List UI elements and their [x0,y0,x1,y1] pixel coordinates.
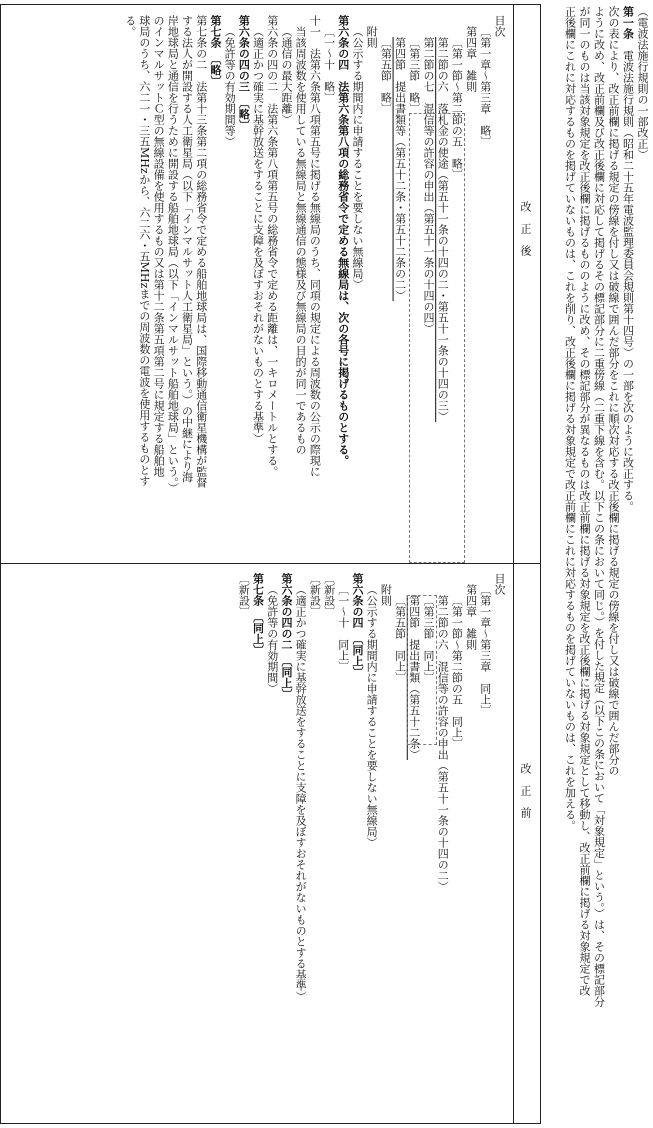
intro-line-2: 次の表により、改正前欄に掲げる規定の傍線を付し又は破線で囲んだ部分をこれに順次対応する改正後欄に掲げる規定の傍線を付し又は破線で囲んだ部分の [607,6,620,776]
after-line: 第四章 雑則 [464,26,478,92]
header-after-label: 改 正 後 [519,201,532,256]
intro-line-1: 電波法施行規則（昭和二十五年電波監理委員会規則第十四号）の一部を次のように改正する。 [621,50,635,512]
after-line: （免許等の有効期間等） [223,26,237,147]
before-line: 第七条 〔同上〕 [251,573,265,656]
after-line: 〔第一章～第三章 略〕 [478,26,492,147]
after-line: 第六条の四の三 〔略〕 [237,15,251,131]
before-line: 〔新設〕 [308,573,322,617]
after-line: 第六条の四 法第六条第八項の総務省令で定める無線局は、次の各号に掲げるものとする。 [336,15,350,466]
after-line: 当該周波数を使用している無線局と無線通信の態様及び無線局の目的が同一であるもの [294,26,308,455]
before-line: （免許等の有効期間） [265,584,279,694]
before-line: 〔新設〕 [322,573,336,617]
before-line: 〔第三節 同上〕 [421,595,435,683]
before-line: （公示する期間内に申請することを要しない無線局） [365,584,379,848]
after-line: 第六条の四の二 法第六条第八項第五号の総務省令で定める距離は、一キロメートルとする。 [265,15,279,477]
before-amendment-cell [236,573,506,1113]
after-line: （通信の最大距離） [279,26,293,125]
header-before-column [513,563,540,1123]
header-before-label: 改 正 前 [519,763,532,818]
intro-line-5: 正後欄にこれに対応するものを掲げていないものは、これを削り、改正後欄に掲げる対象規定で改正前欄にこれに対応するものを掲げていないものは、これを加える。 [563,6,577,831]
after-line: する法人が開設する人工衛星局（以下「インマルサット人工衛星局」という。）の中継により海 [180,15,194,483]
after-line: （公示する期間内に申請することを要しない無線局） [350,26,364,290]
after-line: る。 [123,15,137,37]
before-line: 第四章 雑則 [464,584,478,650]
after-line: 〔一～十 略〕 [322,26,336,103]
after-line: 第四節 提出書類等（第五十二条・第五十二条の二） [393,37,407,301]
after-line: のインマルサットＣ型の無線設備を使用するもの又は第十二条第五項第二号に規定する船舶地 [152,15,166,477]
before-line: 目次 [493,573,506,595]
after-line: 十一 法第六条第八項第五号に掲げる無線局のうち、同項の規定による周波数の公示の際現に [308,15,322,477]
after-line: 第七条 〔略〕 [208,15,222,87]
after-line: （適正かつ確実に基幹放送をすることに支障を及ぼすおそれがないものとする基準） [251,26,265,444]
before-line: 〔一～十 同上〕 [336,584,350,672]
before-line: 〔第五節 同上〕 [393,595,407,683]
header-after-column [513,5,540,563]
before-line: 附則 [379,584,393,606]
before-line: 第六条の四の二 〔同上〕 [279,573,293,700]
after-line: 附則 [365,26,379,48]
before-line: 第六条の四 〔同上〕 [350,573,364,678]
after-line: 球局のうち、六二一・三五MHzから、六二六・五MHzまでの周波数の電波を使用するものとす [137,15,151,487]
after-dashed-box [409,113,465,563]
intro-line-3: ように改め、改正前欄及び改正後欄に対応して掲げるその標記部分に二重傍線（二重下線を含む。以下この条において同じ。）を付した規定（以下この条において「対象規定」という。）は、その標記部分 [592,6,606,1007]
after-line: 第七条の二 法第十三条第二項の総務省令で定める船舶地球局は、国際移動通信衛星機構が監督 [194,15,208,488]
before-line: 〔新設〕 [237,573,251,617]
after-line: 〔第一節～第二節の五 略〕 [450,37,464,180]
after-line: 第二節の六 落札金の使途（第五十一条の十四の二・第五十一条の十四の三） [436,37,450,422]
before-dashed-box [407,595,437,745]
comparison-table [0,4,541,1124]
before-line: （適正かつ確実に基幹放送をすることに支障を及ぼすおそれがないものとする基準） [294,584,308,1002]
before-line: 第二節の六 混信等の許容の申出（第五十一条の十四の二） [436,595,450,892]
intro-line-4: が同一のものは当該対象規定を改正後欄に掲げるもののように改め、その標記部分が異なるものは改正前欄に掲げる対象規定を改正後欄に掲げる対象規定として移動し、改正前欄に掲げる対象規定で改 [578,6,591,996]
intro-article-number: 第一条 [621,6,635,39]
after-line: 〔第五節 略〕 [379,37,393,114]
after-line: 目次 [493,15,506,37]
after-line: 岸地球局と通信を行うために開設する船舶地球局（以下「インマルサット船舶地球局」という。） [166,15,180,494]
intro-caption: （電波法施行規則の一部改正） [636,6,649,160]
after-line: 〔第三節 略〕 [407,37,421,114]
before-line: 第四節 提出書類（第五十二条） [407,595,421,760]
after-line: 第二節の七 混信等の許容の申出（第五十一条の十四の四） [421,37,435,334]
article-intro [541,6,649,1124]
section-divider [1,563,540,564]
before-line: 〔第一節～第二節の五 同上〕 [450,595,464,749]
before-line: 〔第一章～第三章 同上〕 [478,584,492,716]
